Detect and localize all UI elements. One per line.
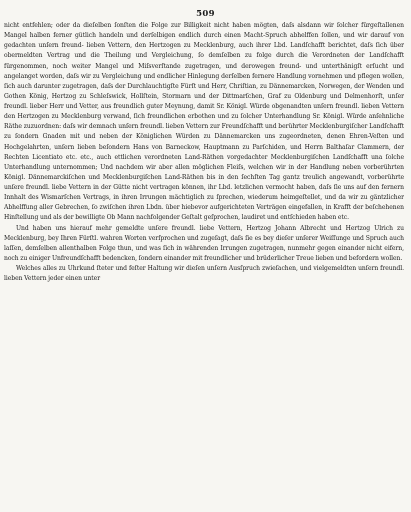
paragraph-3: Welches alles zu Uhrkund ſteter und feſter Haltung wir dieſen unſern Ausſpruch zwieſachen, und vielgemeldten unſern freundl. lieben Vettern jeder einen unter xyxy=(4,265,404,283)
paragraph-2: Und haben uns hierauf mehr gemeldte unſere freundl. liebe Vettern, Hertzog Johann Albrecht und Hertzog Ulrich zu Mecklenburg, bey Ihren Fürſtl. wahren Worten verſprochen und zugeſagt, daſs ſie es bey dieſer unſerer Weiſſunge und Spruch auch laſſen, demſelben allenthalben Folge thun, und was ſich in währenden Irrungen zugetragen, nunmehr gegen einander nicht eifern, noch zu einiger Unfreundſchafft bedencken, ſondern einander mit freundlicher und brüderlicher Treue lieben und befordern wollen. xyxy=(4,224,404,262)
page-number: 509 xyxy=(196,9,215,19)
body-text xyxy=(4,21,404,507)
paragraph-1: nicht entfehlen; oder da dieſelben ſonſten die Folge zur Billigkeit nicht haben mögten, daſs alsdann wir ſolcher fürgeſtallenen Mangel halben ferner gütlich handeln und derſelbigen endlich durch einen Macht-Spruch abhelffen ſollen, und wir darauf von gedachten unſern freund- lieben Vettern, den Hertzogen zu Mecklenburg, auch ihrer Lbd. Landſchafft berichtet, daſs ſich über obermeldten Vertrag und die Theilung und Vergleichung, ſo demſelben zu folge durch die Verordneten der Landſchafft fürgenommen, noch weiter Mangel und Miſsverſtande zugetragen, und derowegen freund- und unterthänigſt erſucht und angelanget worden, daſs wir zu Vergleichung und endlicher Hinlegung derſelben fernere Handlung vornehmen und pflegen wollen, ſich auch darunter zugetragen, daſs der Durchlauchtigſte Fürſt und Herr, Chriſtian, zu Dännemarcken, Norwegen, der Wenden und Gothen König, Hertzog zu Schleſswick, Hollſtein, Stormarn und der Dittmarſchen, Graf zu Oldenburg und Delmenhorſt, unſer freundl. lieber Herr und Vetter, aus freundlich guter Meynung, damit Sr. Königl. Würde obgenandten unſern freundl. lieben Vettern den Hertzogen zu Mecklenburg verwand, ſich freundlichen erbothen und zu ſolcher Unterhandlung Sr. Königl. Würde anſehnliche Räthe zuzuordnen: daſs wir demnach unſern freundl. lieben Vettern zur Freundſchafft und berührter Mecklenburgiſcher Landſchafft zu ſondern Gnaden mit und neben der Königlichen Würden zu Dännemarcken uns zugeordneten, denen Ehren-Veſten und Hochgelahrten, unſern lieben beſondern Hans von Barneckow, Hauptmann zu Parſchiden, und Herrn Balthaſar Clammern, der Rechten Licentiato etc. etc., auch ettlichen verordneten Land-Räthen vorgedachter Mecklenburgiſchen Landſchafft una ſolche Unterhandlung unternommen; Und nachdem wir aber allen möglichen Fleiſs, welchen wir in der Handlung neben vorberührten Königl. Dännemarckiſchen und Mecklenburgiſchen Land-Räthen bis in den ſechſten Tag gantz treulich angewandt, vorberührte unſere freundl. liebe Vettern in der Gütte nicht vertragen können, ihr Lbd. letzlichen vermocht haben, daſs ſie uns auf den fernern Innhalt des Wismarſchen Vertrags, in ihren Irrungen mächtiglich zu ſprechen, wiederum heimgeſtellet, und da wir zu gäntzlicher Abhelffung aller Gebrechen, ſo zwiſchen ihren Lbdn. über hiebevor aufgerichteten Verträgen eingefallen, in Krafft der beſchehenen Hinſtellung und als der bewilligte Ob Mann nachfolgender Geſtalt geſprochen, laudiret und entſchieden haben etc. xyxy=(4,22,404,222)
